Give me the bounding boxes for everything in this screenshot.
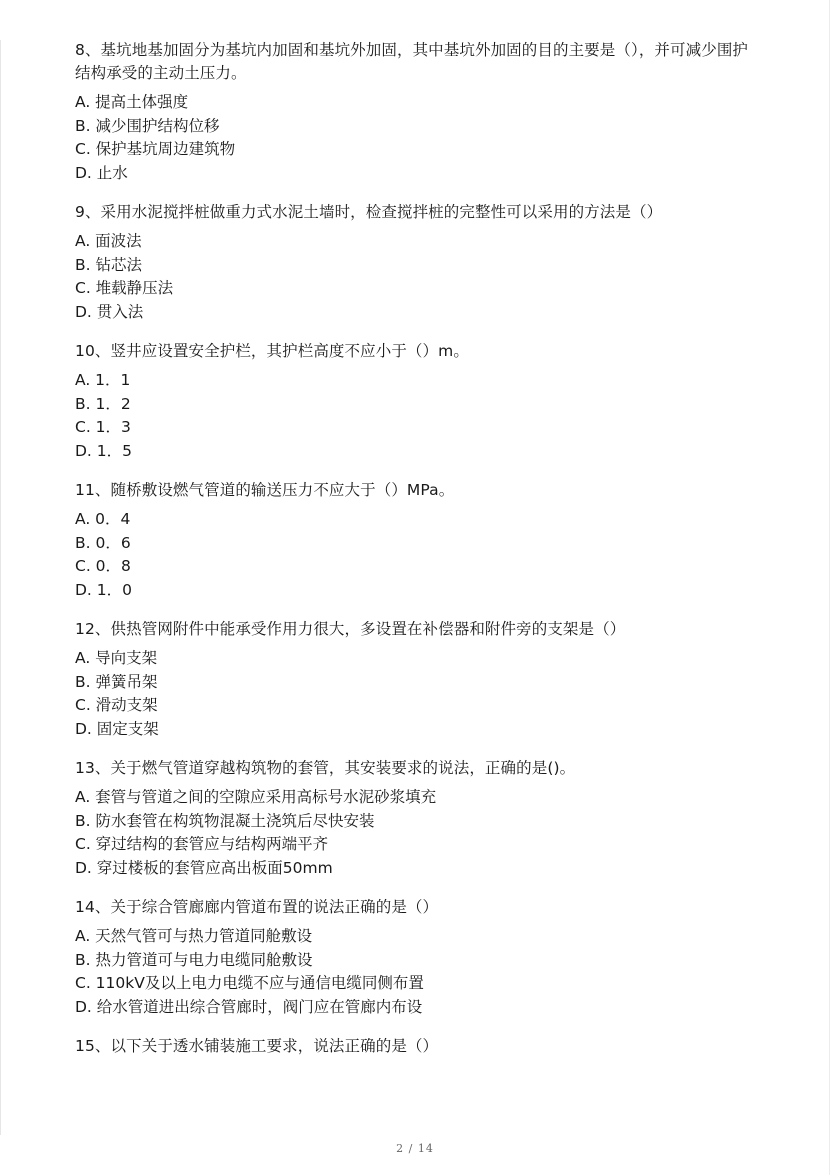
option-c: C. 堆载静压法 [75,279,174,297]
option-a: A. 导向支架 [75,649,158,667]
option-c: C. 1．3 [75,418,131,436]
question-text: 12、供热管网附件中能承受作用力很大，多设置在补偿器和附件旁的支架是（） [75,620,626,638]
option-b: B. 防水套管在构筑物混凝土浇筑后尽快安装 [75,811,375,830]
option-b: B. 1．2 [75,394,131,413]
question-text: 14、关于综合管廊廊内管道布置的说法正确的是（） [75,898,439,916]
question-text: 9、采用水泥搅拌桩做重力式水泥土墙时，检查搅拌桩的完整性可以采用的方法是（） [75,203,663,221]
option-d: D. 固定支架 [75,719,159,738]
option-c: C. 保护基坑周边建筑物 [75,140,236,158]
option-d: D. 1．5 [75,441,133,460]
option-a: A. 提高土体强度 [75,93,189,111]
option-c: C. 0．8 [75,557,131,575]
option-a: A. 0．4 [75,510,131,528]
question-text: 13、关于燃气管道穿越构筑物的套管，其安装要求的说法，正确的是()。 [75,759,576,777]
option-a: A. 面波法 [75,232,142,250]
option-d: D. 给水管道进出综合管廊时，阀门应在管廊内布设 [75,997,423,1016]
question-12 [75,618,755,741]
option-d: D. 贯入法 [75,302,144,321]
option-c: C. 穿过结构的套管应与结构两端平齐 [75,835,329,853]
question-10 [75,340,755,463]
option-a: A. 套管与管道之间的空隙应采用高标号水泥砂浆填充 [75,788,437,806]
option-a: A. 1．1 [75,371,131,389]
option-c: C. 滑动支架 [75,696,158,714]
question-15 [75,1035,755,1058]
question-text: 10、竖井应设置安全护栏，其护栏高度不应小于（）m。 [75,342,469,360]
page-left-edge [0,40,1,1135]
question-list [75,39,755,1074]
question-8 [75,39,755,185]
option-d: D. 穿过楼板的套管应高出板面50mm [75,858,333,877]
question-11 [75,479,755,602]
question-text: 8、基坑地基加固分为基坑内加固和基坑外加固，其中基坑外加固的目的主要是（），并可减少围护结构承受的主动土压力。 [75,41,749,82]
option-a: A. 天然气管可与热力管道同舱敷设 [75,927,313,945]
question-13 [75,757,755,880]
question-text: 15、以下关于透水铺装施工要求，说法正确的是（） [75,1037,439,1055]
option-b: B. 减少围护结构位移 [75,116,220,135]
option-b: B. 热力管道可与电力电缆同舱敷设 [75,950,313,969]
page-indicator: 2 / 14 [396,1142,434,1155]
option-b: B. 弹簧吊架 [75,672,158,691]
question-text: 11、随桥敷设燃气管道的输送压力不应大于（）MPa。 [75,481,455,499]
question-14 [75,896,755,1019]
option-d: D. 止水 [75,163,128,182]
option-c: C. 110kV及以上电力电缆不应与通信电缆同侧布置 [75,974,424,992]
option-b: B. 钻芯法 [75,255,142,274]
question-9 [75,201,755,324]
option-d: D. 1．0 [75,580,133,599]
option-b: B. 0．6 [75,533,131,552]
